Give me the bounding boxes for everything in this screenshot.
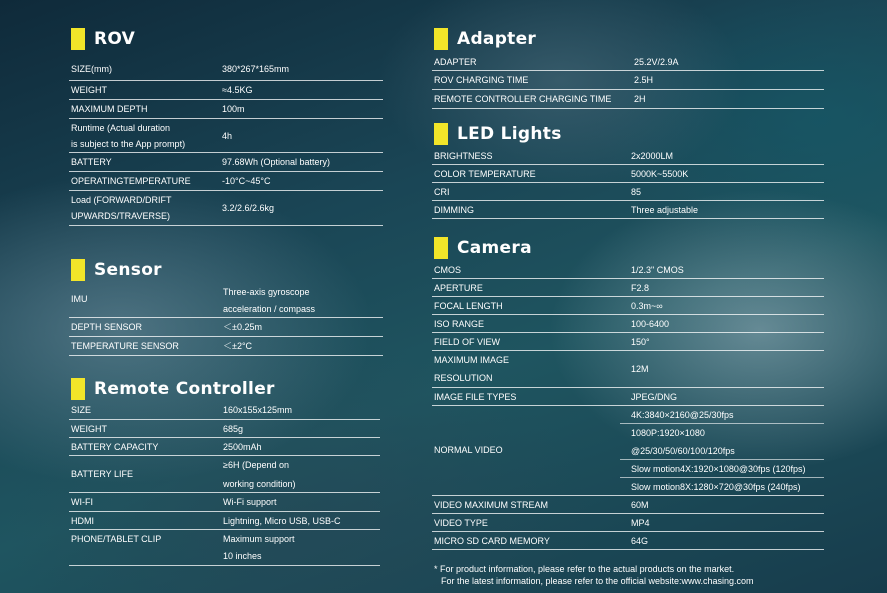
spec-key: SIZE(mm) (71, 64, 112, 74)
spec-value: Three-axis gyroscope (223, 287, 310, 297)
spec-key: BATTERY LIFE (71, 469, 134, 479)
spec-key: Load (FORWARD/DRIFT (71, 195, 172, 205)
spec-value: 4h (222, 131, 233, 141)
spec-value: acceleration / compass (223, 304, 316, 314)
rov-accent-bar (71, 28, 85, 50)
camera-title: Camera (457, 238, 532, 258)
table-row (69, 512, 380, 530)
table-row (69, 58, 383, 81)
spec-key: SIZE (71, 405, 92, 415)
spec-value: 685g (223, 424, 244, 434)
spec-key: ADAPTER (434, 57, 477, 67)
led-heading (434, 123, 562, 145)
spec-value: 4K:3840×2160@25/30fps (631, 410, 734, 420)
camera-accent-bar (434, 237, 448, 259)
table-row (432, 90, 824, 109)
spec-key: VIDEO MAXIMUM STREAM (434, 500, 549, 510)
spec-value: Slow motion8X:1280×720@30fps (240fps) (631, 482, 801, 492)
table-row (69, 283, 383, 318)
spec-value: Three adjustable (631, 205, 699, 215)
table-row (432, 279, 824, 297)
spec-key: COLOR TEMPERATURE (434, 169, 536, 179)
spec-value: 3.2/2.6/2.6kg (222, 203, 275, 213)
spec-value: 2x2000LM (631, 151, 674, 161)
spec-key: BATTERY (71, 157, 112, 167)
spec-key: PHONE/TABLET CLIP (71, 534, 162, 544)
table-row (432, 496, 824, 514)
adapter-title: Adapter (457, 29, 537, 49)
spec-key: BATTERY CAPACITY (71, 442, 159, 452)
spec-value: 10 inches (223, 551, 262, 561)
adapter-accent-bar (434, 28, 448, 50)
rov-title: ROV (94, 29, 136, 49)
spec-value: 85 (631, 187, 642, 197)
spec-value: ≥6H (Depend on (223, 460, 289, 470)
spec-key: FOCAL LENGTH (434, 301, 503, 311)
spec-value: 100-6400 (631, 319, 670, 329)
spec-value: F2.8 (631, 283, 650, 293)
spec-key: FIELD OF VIEW (434, 337, 501, 347)
spec-key: ISO RANGE (434, 319, 485, 329)
spec-value: 12M (631, 364, 649, 374)
spec-key: HDMI (71, 516, 94, 526)
spec-key: NORMAL VIDEO (434, 445, 503, 455)
spec-value: Slow motion4X:1920×1080@30fps (120fps) (631, 464, 806, 474)
table-row (432, 297, 824, 315)
spec-key: VIDEO TYPE (434, 518, 488, 528)
table-row (69, 191, 383, 226)
spec-value: MP4 (631, 518, 650, 528)
spec-key: BRIGHTNESS (434, 151, 493, 161)
table-row (69, 318, 383, 337)
table-row (432, 315, 824, 333)
spec-key: TEMPERATURE SENSOR (71, 341, 179, 351)
spec-key: ROV CHARGING TIME (434, 75, 529, 85)
spec-key: OPERATINGTEMPERATURE (71, 176, 191, 186)
rov-heading (71, 28, 135, 50)
led-title: LED Lights (457, 124, 562, 144)
remote-title: Remote Controller (94, 379, 275, 399)
spec-key: CRI (434, 187, 450, 197)
spec-key: REMOTE CONTROLLER CHARGING TIME (434, 94, 612, 104)
spec-key: APERTURE (434, 283, 483, 293)
table-row (432, 71, 824, 90)
spec-key: is subject to the App prompt) (71, 139, 186, 149)
remote-accent-bar (71, 378, 85, 400)
table-row (432, 261, 824, 279)
spec-key: DIMMING (434, 205, 474, 215)
footnote-line-2: For the latest information, please refer to the official website:www.chasing.com (441, 576, 754, 586)
spec-key: DEPTH SENSOR (71, 322, 143, 332)
adapter-heading (434, 28, 536, 50)
spec-value: 1/2.3" CMOS (631, 265, 684, 275)
table-row (432, 333, 824, 351)
spec-key: WEIGHT (71, 424, 107, 434)
camera-heading (434, 237, 532, 259)
spec-key: IMAGE FILE TYPES (434, 392, 517, 402)
table-row (69, 100, 383, 119)
spec-key: WI-FI (71, 497, 93, 507)
spec-value: 60M (631, 500, 649, 510)
spec-value: 25.2V/2.9A (634, 57, 679, 67)
spec-value: 64G (631, 536, 649, 546)
spec-value: 5000K~5500K (631, 169, 689, 179)
table-row (69, 81, 383, 100)
spec-value: -10°C~45°C (222, 176, 271, 186)
normal-video-line (620, 406, 824, 424)
table-row (69, 420, 380, 438)
sensor-accent-bar (71, 259, 85, 281)
table-row (69, 172, 383, 191)
table-row (432, 388, 824, 406)
spec-value: 1080P:1920×1080 (631, 428, 705, 438)
spec-key: MAXIMUM IMAGE (434, 355, 510, 365)
table-row (69, 119, 383, 153)
spec-key: WEIGHT (71, 85, 107, 95)
spec-value: 2.5H (634, 75, 654, 85)
spec-value: JPEG/DNG (631, 392, 678, 402)
spec-value: ＜±2°C (223, 341, 253, 351)
spec-key: MICRO SD CARD MEMORY (434, 536, 550, 546)
sensor-heading (71, 259, 162, 281)
spec-value: @25/30/50/60/100/120fps (631, 446, 735, 456)
spec-value: 150° (631, 337, 650, 347)
table-row (69, 401, 380, 420)
table-row (69, 153, 383, 172)
spec-value: 0.3m~∞ (631, 301, 663, 311)
spec-value: Lightning, Micro USB, USB-C (223, 516, 341, 526)
table-row (432, 532, 824, 550)
table-row (69, 456, 380, 493)
table-row (432, 351, 824, 388)
table-row (69, 337, 383, 356)
led-accent-bar (434, 123, 448, 145)
spec-key: Runtime (Actual duration (71, 123, 171, 133)
footnote-line-1: * For product information, please refer to the actual products on the market. (434, 564, 735, 574)
normal-video-line (620, 424, 824, 441)
spec-value: working condition) (223, 479, 296, 489)
spec-value: ≈4.5KG (222, 85, 253, 95)
spec-key: MAXIMUM DEPTH (71, 104, 148, 114)
table-row (69, 438, 380, 456)
sensor-title: Sensor (94, 260, 162, 280)
spec-value: 160x155x125mm (223, 405, 293, 415)
spec-value: Wi-Fi support (223, 497, 277, 507)
spec-value: 100m (222, 104, 245, 114)
table-row (432, 165, 824, 183)
spec-key: UPWARDS/TRAVERSE) (71, 211, 171, 221)
spec-value: ＜±0.25m (223, 322, 262, 332)
spec-key: IMU (71, 294, 88, 304)
spec-key: RESOLUTION (434, 373, 493, 383)
normal-video-line (620, 442, 824, 460)
table-row (432, 514, 824, 532)
table-row (432, 53, 824, 71)
spec-value: 97.68Wh (Optional battery) (222, 157, 331, 167)
table-row (69, 493, 380, 512)
normal-video-line (620, 460, 824, 478)
normal-video-line (620, 478, 824, 495)
remote-heading (71, 378, 275, 400)
table-row (432, 183, 824, 201)
spec-value: 2H (634, 94, 646, 104)
spec-value: 380*267*165mm (222, 64, 290, 74)
table-row (69, 530, 380, 566)
table-row (432, 147, 824, 165)
spec-key: CMOS (434, 265, 461, 275)
spec-value: Maximum support (223, 534, 295, 544)
spec-value: 2500mAh (223, 442, 262, 452)
table-row (432, 201, 824, 219)
